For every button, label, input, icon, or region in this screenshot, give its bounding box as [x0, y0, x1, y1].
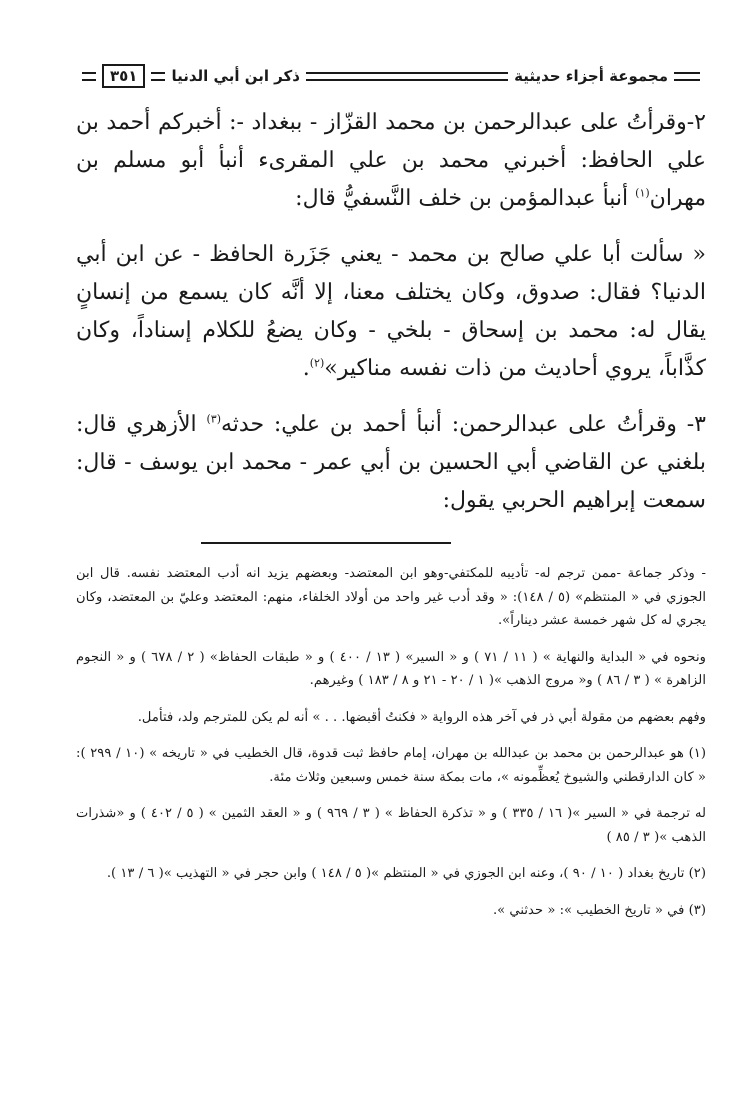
header-rule-middle [306, 72, 508, 81]
section-title: ذكر ابن أبي الدنيا [171, 67, 300, 85]
hadith-paragraph-2 [76, 104, 706, 218]
main-text [76, 104, 706, 520]
paragraph-text: « سألت أبا علي صالح بن محمد - يعني جَزَرة الحافظ - عن ابن أبي الدنيا؟ فقال: صدوق، وكان يختلف معنا، إلا أنَّه كان يسمع من إنسانٍ يقال له: محمد بن إسحاق - بلخي - وكان يضعُ للكلام إسناداً، وكان كذَّاباً، يروي أحاديث من ذات نفسه مناكير» [76, 242, 706, 381]
header-rule-left [82, 72, 96, 81]
footnote-continued: - وذكر جماعة -ممن ترجم له- تأديبه للمكتفي-وهو ابن المعتضد- وبعضهم يزيد انه أدب المعتضد نفسه. قال ابن الجوزي في « المنتظم» (٥ / ١٤٨): « وقد أدب غير واحد من أولاد الخلفاء، منهم: المعتضد وعليّ بن المعتضد، وكان يجري له كل شهر خمسة عشر ديناراً». [76, 566, 707, 628]
page-number: ٣٥١ [102, 64, 145, 88]
running-header [76, 56, 706, 96]
footnote-1-sources: له ترجمة في « السير »( ١٦ / ٣٣٥ ) و « تذكرة الحفاظ » ( ٣ / ٩٦٩ ) و « العقد الثمين » ( ٥ / ٤٠٢ ) و «شذرات الذهب »( ٣ / ٨٥ ) [76, 806, 707, 845]
paragraph-text: ٢-وقرأتُ على عبدالرحمن بن محمد القزّاز - ببغداد -: أخبركم أحمد بن علي الحافظ: أخبرني محمد بن علي المقرىء أنبأ أبو مسلم بن مهران [76, 110, 706, 211]
footnotes [76, 562, 706, 922]
header-rule-right [674, 72, 700, 81]
footnote-1: (١) هو عبدالرحمن بن محمد بن عبدالله بن مهران، إمام حافظ ثبت قدوة، قال الخطيب في « تاريخه » (١٠ / ٢٩٩ ): « كان الدارقطني والشيوخ يُعظِّمونه »، مات بمكة سنة خمس وسبعين وثلاث مئة. [76, 746, 706, 785]
hadith-paragraph-3 [76, 406, 706, 520]
footnote-marker-1: (١) [635, 186, 650, 200]
paragraph-text: . [302, 356, 310, 381]
footnote-marker-2: (٢) [309, 356, 325, 370]
footnote-3: (٣) في « تاريخ الخطيب »: « حدثني ». [492, 902, 706, 918]
footnote-marker-3: (٣) [206, 412, 221, 426]
paragraph-text: أنبأ عبدالمؤمن بن خلف النَّسفيُّ قال: [295, 186, 636, 211]
footnote-2: (٢) تاريخ بغداد ( ١٠ / ٩٠ )، وعنه ابن الجوزي في « المنتظم »( ٥ / ١٤٨ ) وابن حجر في « التهذيب »( ٦ / ١٣ ). [106, 866, 706, 881]
paragraph-text: ٣- وقرأتُ على عبدالرحمن: أنبأ أحمد بن علي: حدثه [221, 412, 706, 437]
footnote-continued-remark: وفهم بعضهم من مقولة أبي ذر في آخر هذه الرواية « فكنتُ أقبضها. . . » أنه لم يكن للمترجم ولد، فتأمل. [137, 709, 706, 725]
footnote-continued-sources: ونحوه في « البداية والنهاية » ( ١١ / ٧١ ) و « السير» ( ١٣ / ٤٠٠ ) و « طبقات الحفاظ» ( ٢ / ٦٧٨ ) و « النجوم الزاهرة » ( ٣ / ٨٦ ) و« مروج الذهب »( ١ / ٢٠ - ٢١ و ٨ / ١٨٣ ) وغيرهم. [76, 649, 706, 688]
footnote-separator [201, 542, 451, 544]
header-rule-left-inner [151, 72, 165, 81]
paragraph-text: الأزهري قال: بلغني عن القاضي أبي الحسين بن أبي عمر - محمد ابن يوسف - قال: سمعت إبراهيم الحربي يقول: [76, 412, 706, 513]
book-page [76, 56, 706, 935]
collection-title: مجموعة أجزاء حديثية [514, 67, 668, 85]
quotation-paragraph [76, 236, 706, 388]
